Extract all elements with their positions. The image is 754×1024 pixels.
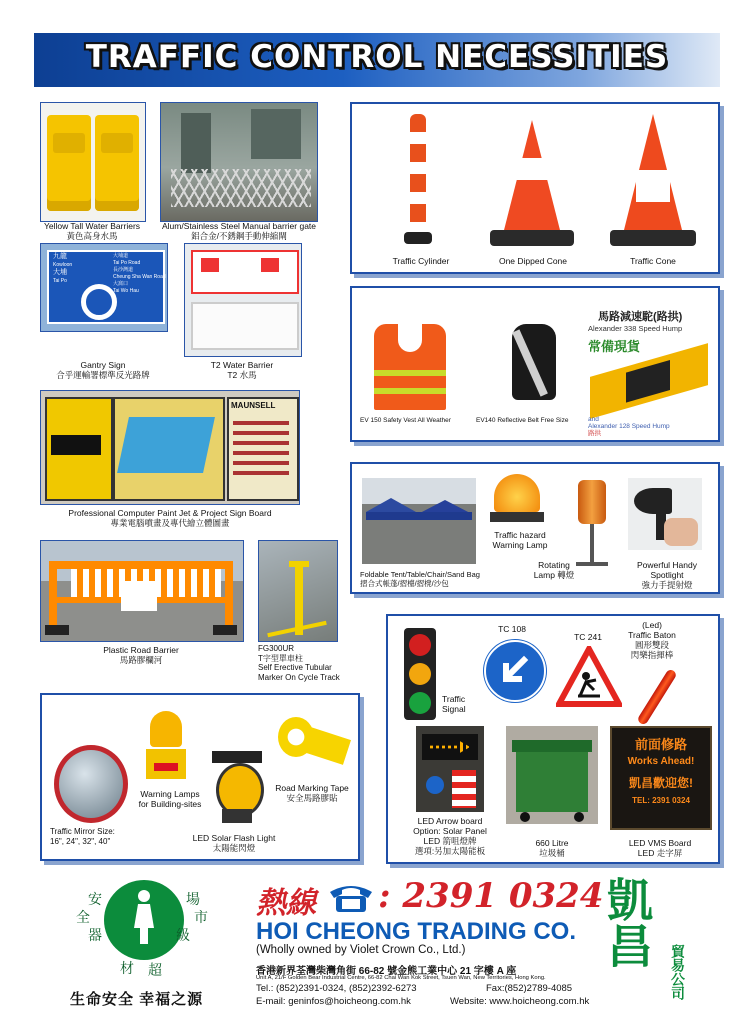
marking-tape-image bbox=[278, 709, 348, 773]
address-zh: 香港新界荃灣柴灣角街 66-82 號金熊工業中心 21 字樓 A 座 bbox=[256, 966, 517, 977]
gantry-text-l3: 大埔 bbox=[53, 269, 67, 276]
water-barrier-caption: Yellow Tall Water Barriers 黃色高身水馬 bbox=[43, 221, 141, 241]
gantry-text-r2: Tai Po Road bbox=[113, 260, 141, 266]
vms-board-image bbox=[610, 726, 712, 830]
website: Website: www.hoicheong.com.hk bbox=[450, 996, 590, 1007]
solar-flash-light-image bbox=[212, 751, 262, 823]
warning-lamps-caption: Warning Lamps for Building-sites bbox=[138, 789, 202, 809]
address-en: Unit A, 21/F Golden Bear Industrial Centre, 66-82 Chai Wan Kok Street, Tsuen Wan, New Territories, Hong Kong. bbox=[256, 975, 546, 981]
gantry-text-l1: 九龍 bbox=[53, 253, 67, 260]
speed-hump-note: and Alexander 128 Speed Hump 路拱 bbox=[588, 416, 670, 437]
roundabout-icon bbox=[81, 284, 117, 320]
logo-char-8: 級 bbox=[176, 927, 190, 943]
logo-char-7: 超 bbox=[148, 962, 162, 978]
safety-gear-panel bbox=[350, 286, 720, 442]
t2-barrier-caption: T2 Water Barrier T2 水馬 bbox=[210, 360, 274, 380]
traffic-baton-image bbox=[636, 668, 677, 726]
phone-icon bbox=[328, 882, 374, 914]
belt-caption: EV140 Reflective Belt Free Size bbox=[476, 417, 569, 424]
slogan: 生命安全 幸福之源 bbox=[70, 991, 204, 1008]
logo-char-6: 材 bbox=[120, 960, 134, 976]
in-stock-label: 常備現貨 bbox=[588, 339, 641, 354]
dipped-cone-image bbox=[490, 120, 574, 248]
mirror-caption: Traffic Mirror Size: 16", 24", 32", 40" bbox=[50, 827, 115, 846]
road-barrier-photo bbox=[40, 540, 244, 642]
cones-panel bbox=[350, 102, 720, 274]
tent-image bbox=[362, 478, 476, 564]
logo-char-4: 市 bbox=[194, 909, 208, 925]
logo-char-2: 場 bbox=[186, 891, 200, 907]
gantry-text-r3: 長沙灣道 bbox=[113, 267, 134, 273]
traffic-cone-image bbox=[610, 114, 696, 248]
traffic-cone-caption: Traffic Cone bbox=[630, 256, 676, 266]
fg300ur-caption: FG300UR T字型單車柱 Self Erective Tubular Marker On Cycle Track bbox=[258, 644, 340, 682]
bin-caption: 660 Litre 垃圾桶 bbox=[535, 838, 569, 858]
barrier-gate-caption: Alum/Stainless Steel Manual barrier gate 鋁合金/不銹鋼手動伸縮閘 bbox=[161, 221, 317, 241]
road-barrier-caption: Plastic Road Barrier 馬路膠欄河 bbox=[103, 645, 179, 665]
hazard-lamp-caption: Traffic hazard Warning Lamp bbox=[492, 530, 548, 550]
baton-caption: (Led) Traffic Baton 圓形雙段 閃樂指揮棒 bbox=[628, 620, 676, 660]
speed-hump-title-zh: 馬路減速駝(路拱) bbox=[598, 311, 683, 323]
t2-barrier-photo bbox=[184, 243, 302, 357]
reflective-belt-image bbox=[504, 324, 564, 404]
sign-board-photo bbox=[40, 390, 300, 505]
site-lamps-panel bbox=[40, 693, 360, 861]
safety-vest-image bbox=[374, 324, 446, 410]
fg300ur-photo bbox=[258, 540, 338, 642]
tc108-label: TC 108 bbox=[498, 624, 526, 634]
logo-char-3: 全 bbox=[76, 909, 90, 925]
hotline-number: : 2391 0324 bbox=[378, 876, 604, 916]
vms-caption: LED VMS Board LED 走字屏 bbox=[628, 838, 692, 858]
gantry-text-r4: Cheung Sha Wan Road bbox=[113, 274, 166, 280]
vest-caption: EV 150 Safety Vest All Weather bbox=[360, 417, 451, 424]
vms-screen-4: TEL: 2391 0324 bbox=[632, 796, 690, 805]
email: E-mail: geninfos@hoicheong.com.hk bbox=[256, 996, 411, 1007]
header-banner bbox=[34, 33, 720, 87]
gantry-text-r6: Tai Wo Hau bbox=[113, 288, 139, 294]
gantry-text-l2: Kowloon bbox=[53, 262, 73, 268]
keep-left-sign-icon bbox=[484, 640, 546, 702]
speed-hump-title-en: Alexander 338 Speed Hump bbox=[588, 324, 683, 333]
roadworks-sign-icon bbox=[556, 646, 622, 708]
company-owner: (Wholly owned by Violet Crown Co., Ltd.) bbox=[256, 944, 466, 956]
cylinder-caption: Traffic Cylinder bbox=[392, 256, 450, 266]
gantry-sign-caption: Gantry Sign 合乎運輸署標準反光路牌 bbox=[56, 360, 150, 380]
page-title: TRAFFIC CONTROL NECESSITIES bbox=[85, 39, 669, 75]
gantry-text-r5: 大窩口 bbox=[113, 281, 129, 287]
litre-bin-image bbox=[506, 726, 598, 824]
vms-screen-1: 前面修路 bbox=[634, 737, 687, 752]
tent-lamps-panel bbox=[350, 462, 720, 594]
logo-char-1: 安 bbox=[88, 891, 102, 907]
traffic-mirror-image bbox=[54, 745, 128, 823]
signal-caption: Traffic Signal bbox=[442, 694, 466, 714]
gantry-sign-photo bbox=[40, 243, 168, 332]
gantry-text-r1: 大埔道 bbox=[113, 253, 129, 259]
signals-panel bbox=[386, 614, 720, 864]
barrier-gate-photo bbox=[160, 102, 318, 222]
arrow-board-caption: LED Arrow board Option: Solar Panel LED 箭咀燈牌 選項:另加太陽能板 bbox=[413, 816, 487, 856]
marking-tape-caption: Road Marking Tape 安全馬路膠貼 bbox=[275, 783, 349, 803]
sign-board-name: MAUNSELL bbox=[231, 401, 276, 410]
arrow-board-image bbox=[416, 726, 484, 812]
spotlight-image bbox=[628, 478, 702, 550]
sign-board-caption: Professional Computer Paint Jet & Project Sign Board 專業電腦噴畫及專代繪立體圖畫 bbox=[68, 508, 272, 528]
brand-subtitle: 貿易公司 bbox=[670, 944, 686, 1000]
hazard-lamp-image bbox=[490, 474, 544, 524]
rotating-lamp-caption: Rotating Lamp 轉燈 bbox=[533, 560, 575, 580]
solar-light-caption: LED Solar Flash Light 太陽能閃燈 bbox=[192, 833, 276, 853]
traffic-cylinder-image bbox=[404, 114, 432, 250]
tc241-label: TC 241 bbox=[574, 632, 602, 642]
telephone: Tel.: (852)2391-0324, (852)2392-6273 bbox=[256, 983, 417, 994]
hotline-label: 熱線 bbox=[256, 886, 316, 921]
brand-logo-text: 凱昌 bbox=[601, 876, 653, 968]
water-barrier-photo bbox=[40, 102, 146, 222]
dipped-cone-caption: One Dipped Cone bbox=[498, 256, 568, 266]
vms-screen-2: Works Ahead! bbox=[627, 756, 695, 767]
tent-caption: Foldable Tent/Table/Chair/Sand Bag 摺合式帳蓬/摺檯/摺櫈/沙包 bbox=[360, 570, 480, 588]
safety-logo bbox=[74, 880, 214, 990]
warning-lamp-image bbox=[146, 711, 186, 781]
gantry-text-l4: Tai Po bbox=[53, 278, 67, 284]
spotlight-caption: Powerful Handy Spotlight 強力手提射燈 bbox=[636, 560, 697, 590]
logo-char-5: 器 bbox=[88, 927, 102, 943]
company-name: HOI CHEONG TRADING CO. bbox=[256, 918, 577, 945]
vms-screen-3: 凱昌歡迎您! bbox=[629, 776, 693, 790]
traffic-signal-image bbox=[404, 628, 436, 720]
fax: Fax:(852)2789-4085 bbox=[486, 983, 573, 994]
